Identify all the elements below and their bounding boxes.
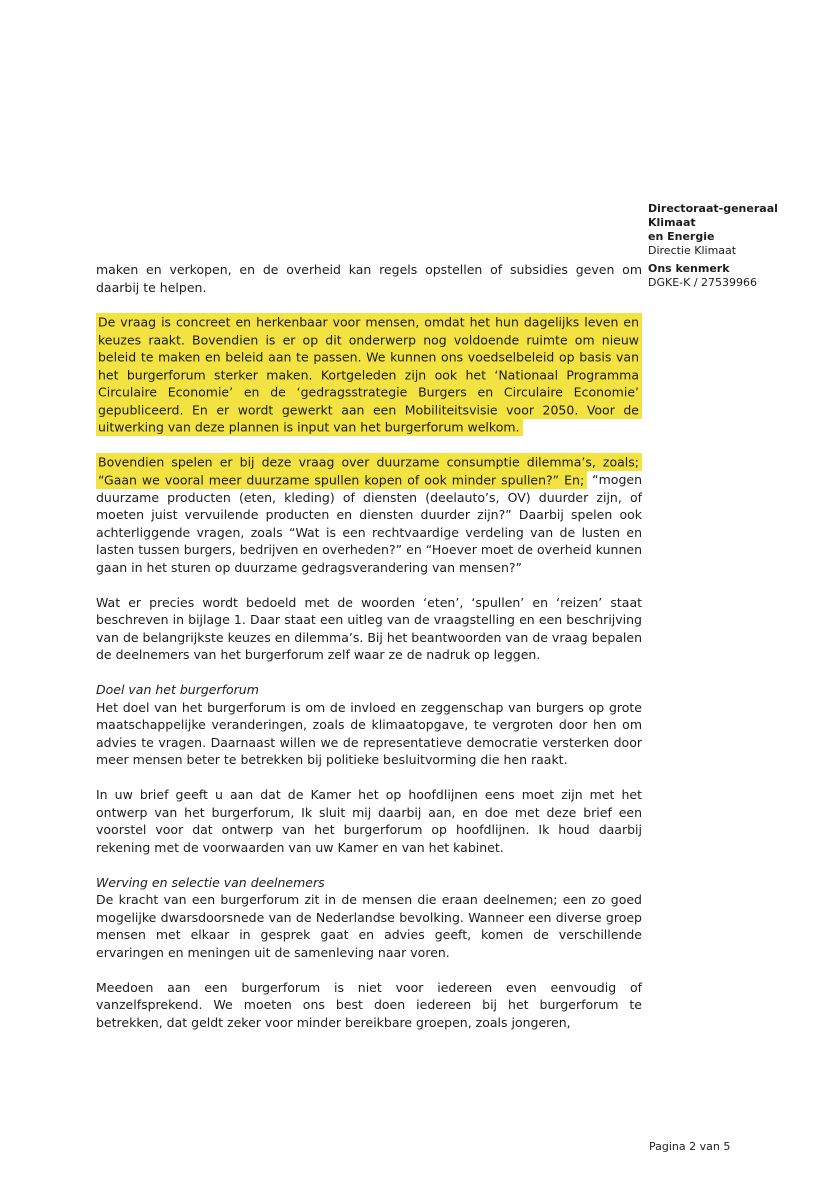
body-text: “mogen duurzame producten (eten, kleding) of diensten (deelauto’s, OV) duurder zijn, of moeten juist vervuilende producten en diensten duurder zijn?” Daarbij spelen ook achterliggende vragen, zoals “Wat is een rechtvaardige verdeling van de lusten en lasten tussen burgers, bedrijven en overheden?” en “Hoever moet de overheid kunnen gaan in het sturen op duurzame gedragsverandering van mensen?”	[96, 472, 642, 575]
paragraph	[96, 979, 642, 1032]
paragraph	[96, 891, 642, 961]
page-number: Pagina 2 van 5	[649, 1140, 731, 1153]
department-name-line-1: Directoraat-generaal Klimaat	[648, 202, 778, 229]
reference-value: DGKE-K / 27539966	[648, 276, 758, 289]
body-text: maken en verkopen, en de overheid kan regels opstellen of subsidies geven om daarbij te helpen.	[96, 262, 642, 295]
paragraph	[96, 786, 642, 856]
paragraph	[96, 261, 642, 296]
letterhead	[648, 202, 828, 258]
section-heading: Werving en selectie van deelnemers	[96, 874, 325, 890]
department-name-line-2: en Energie	[648, 230, 715, 243]
body-text: Meedoen aan een burgerforum is niet voor iedereen even eenvoudig of vanzelfsprekend. We moeten ons best doen iedereen bij het burgerforum te betrekken, dat geldt zeker voor minder bereikbare groepen, zoals jongeren,	[96, 979, 642, 1030]
paragraph	[96, 454, 642, 577]
reference-block	[648, 262, 828, 290]
document-body	[96, 261, 642, 1049]
section-heading: Doel van het burgerforum	[96, 682, 259, 697]
paragraph	[96, 314, 642, 437]
division-name: Directie Klimaat	[648, 244, 737, 257]
body-text: Het doel van het burgerforum is om de invloed en zeggenschap van burgers op grote maatschappelijke veranderingen, zoals de klimaatopgave, te vergroten door hen om advies te vragen. Daarnaast willen we de representatieve democratie versterken door meer mensen beter te betrekken bij politieke besluitvorming die hen raakt.	[96, 699, 642, 767]
paragraph	[96, 699, 642, 769]
paragraph	[96, 594, 642, 664]
highlighted-text: Bovendien spelen er bij deze vraag over duurzame consumptie dilemma’s, zoals; “Gaan we vooral meer duurzame spullen kopen of ook minder spullen?” En;	[96, 453, 642, 489]
reference-label: Ons kenmerk	[648, 262, 730, 275]
body-text: Wat er precies wordt bedoeld met de woorden ‘eten’, ‘spullen’ en ‘reizen’ staat beschreven in bijlage 1. Daar staat een uitleg van de vraagstelling en een beschrijving van de belangrijkste keuzes en dilemma’s. Bij het beantwoorden van de vraag bepalen de deelnemers van het burgerforum zelf waar ze de nadruk op leggen.	[96, 594, 642, 662]
highlighted-text: De vraag is concreet en herkenbaar voor mensen, omdat het hun dagelijks leven en keuzes raakt. Bovendien is er op dit onderwerp nog voldoende ruimte om nieuw beleid te maken en beleid aan te passen. We kunnen ons voedselbeleid op basis van het burgerforum sterker maken. Kortgeleden zijn ook het ‘Nationaal Programma Circulaire Economie’ en de ‘gedragsstrategie Burgers en Circulaire Economie’ gepubliceerd. En er wordt gewerkt aan een Mobiliteitsvisie voor 2050. Voor de uitwerking van deze plannen is input van het burgerforum welkom.	[96, 313, 642, 436]
body-text: In uw brief geeft u aan dat de Kamer het op hoofdlijnen eens moet zijn met het ontwerp van het burgerforum, Ik sluit mij daarbij aan, en doe met deze brief een voorstel voor dat ontwerp van het burgerforum op hoofdlijnen. Ik houd daarbij rekening met de voorwaarden van uw Kamer en van het kabinet.	[96, 787, 642, 855]
body-text: De kracht van een burgerforum zit in de mensen die eraan deelnemen; een zo goed mogelijke dwarsdoorsnede van de Nederlandse bevolking. Wanneer een diverse groep mensen met elkaar in gesprek gaat en advies geeft, komen de verschillende ervaringen en meningen uit de samenleving naar voren.	[96, 892, 642, 960]
